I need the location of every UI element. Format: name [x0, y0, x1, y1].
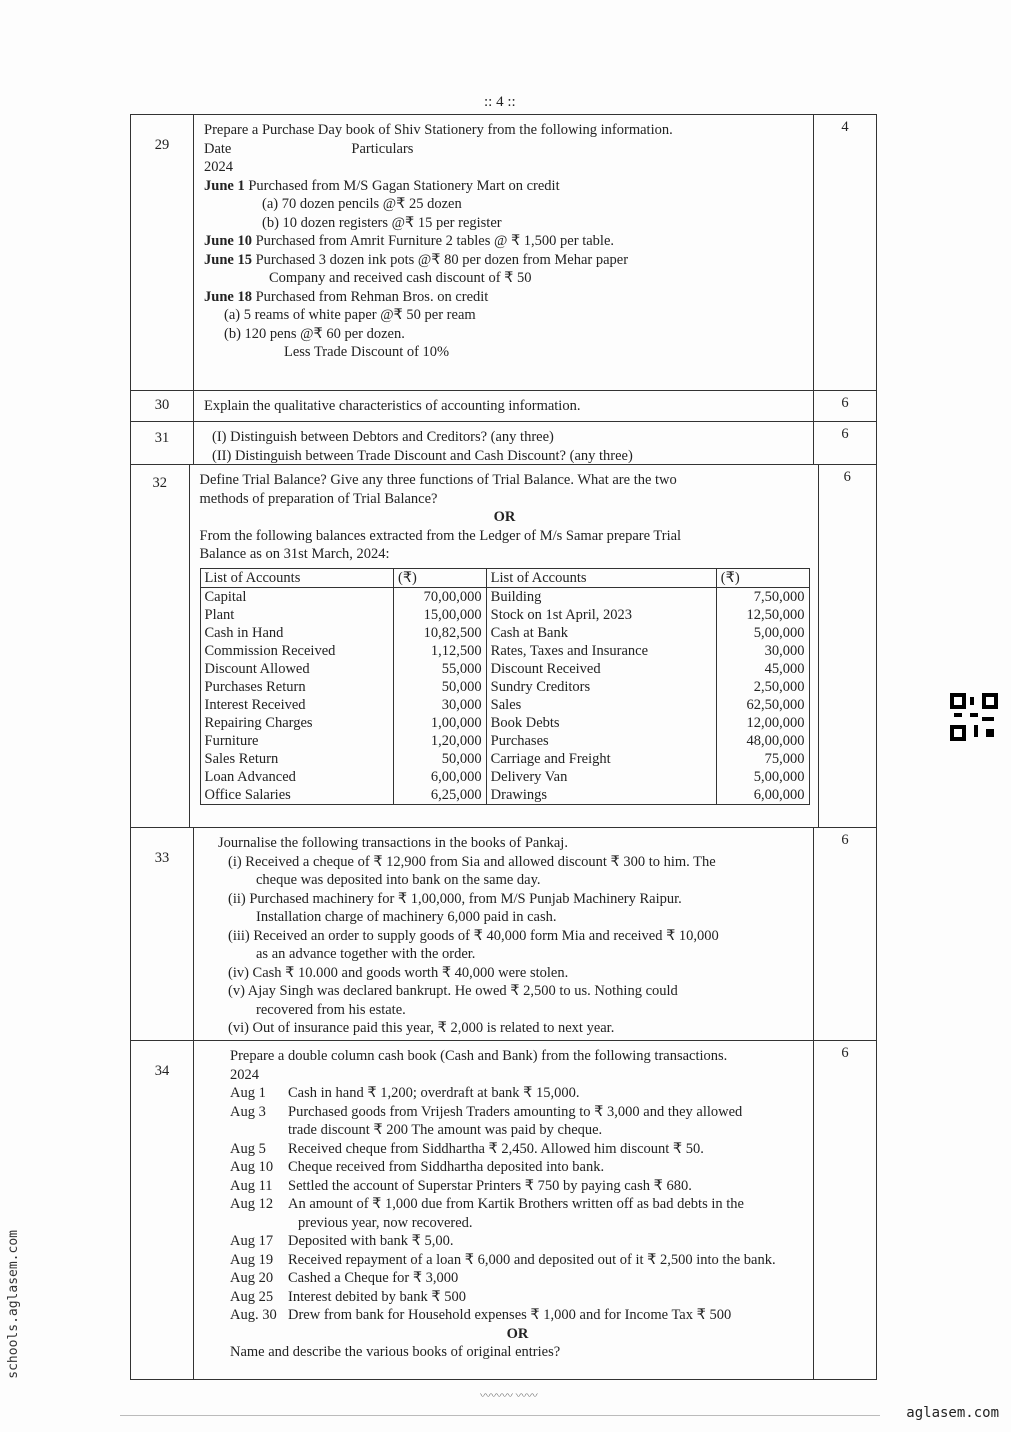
question-text: Explain the qualitative characteristics of accounting information. — [194, 391, 814, 421]
item-text: (b) 10 dozen registers @₹ 15 per register — [262, 214, 502, 231]
account-cell: Purchases — [486, 732, 716, 750]
date: Aug 11 — [230, 1177, 273, 1194]
question-text: Define Trial Balance? Give any three functions of Trial Balance. What are the two — [199, 472, 677, 488]
transaction-line — [230, 1140, 805, 1159]
question-number: 32 — [131, 465, 190, 827]
purchase-line — [204, 195, 805, 214]
transaction-text: trade discount ₹ 200 The amount was paid by cheque. — [288, 1122, 603, 1138]
transaction-line: (iii) Received an order to supply goods of ₹ 40,000 form Mia and received ₹ 10,000 — [228, 927, 719, 944]
amount-cell: 45,000 — [716, 660, 809, 678]
purchase-items — [204, 177, 805, 362]
question-text: Prepare a Purchase Day book of Shiv Stationery from the following information. — [204, 122, 673, 138]
item-text: (b) 120 pens @₹ 60 per dozen. — [224, 325, 405, 342]
question-29 — [131, 115, 876, 390]
amount-cell: 48,00,000 — [716, 732, 809, 750]
marks: 6 — [841, 395, 849, 411]
account-cell: Delivery Van — [486, 768, 716, 786]
transaction-text: Settled the account of Superstar Printers ₹ 750 by paying cash ₹ 680. — [288, 1177, 692, 1194]
account-cell: Commission Received — [200, 642, 394, 660]
question-table — [130, 114, 877, 1380]
item-text: Purchased from M/S Gagan Stationery Mart on credit — [248, 177, 560, 194]
transaction-text: Cheque received from Siddhartha deposited into bank. — [288, 1159, 605, 1175]
date: Aug 20 — [230, 1270, 274, 1286]
page-number: :: 4 :: — [484, 94, 516, 110]
transaction-text: Purchased goods from Vrijesh Traders amounting to ₹ 3,000 and they allowed — [288, 1103, 743, 1120]
date — [230, 1121, 288, 1140]
question-31 — [131, 421, 876, 464]
brand-watermark: aglasem.com — [906, 1405, 999, 1421]
column-header: List of Accounts — [486, 568, 716, 587]
transaction-text: Cash in hand ₹ 1,200; overdraft at bank ₹ 15,000. — [288, 1085, 580, 1101]
transaction-line: cheque was deposited into bank on the same day. — [256, 872, 541, 888]
question-number: 31 — [131, 422, 194, 464]
date — [230, 1214, 288, 1233]
date: June 15 — [204, 251, 252, 268]
table-row — [200, 660, 809, 678]
question-number: 30 — [131, 391, 194, 421]
item-text: Less Trade Discount of 10% — [284, 344, 450, 360]
purchase-line — [204, 325, 805, 344]
item-text: Purchased from Rehman Bros. on credit — [255, 288, 489, 305]
question-text: (II) Distinguish between Trade Discount and Cash Discount? (any three) — [212, 447, 633, 464]
transaction-line: as an advance together with the order. — [256, 946, 476, 962]
divider — [120, 1415, 880, 1416]
account-cell: Sales — [486, 696, 716, 714]
amount-cell: 5,00,000 — [716, 624, 809, 642]
question-text: methods of preparation of Trial Balance? — [199, 490, 438, 507]
transactions — [218, 853, 805, 1038]
table-row — [200, 696, 809, 714]
amount-cell: 6,00,000 — [394, 768, 487, 786]
marks: 4 — [841, 119, 849, 135]
year: 2024 — [204, 159, 233, 175]
account-cell: Sundry Creditors — [486, 678, 716, 696]
amount-cell: 70,00,000 — [394, 587, 487, 606]
marks: 6 — [841, 426, 849, 442]
marks: 6 — [841, 1045, 849, 1061]
account-cell: Building — [486, 587, 716, 606]
table-row — [200, 714, 809, 732]
date: Aug 1 — [230, 1085, 266, 1101]
item-text: Purchased 3 dozen ink pots @₹ 80 per dozen from Mehar paper — [255, 251, 629, 268]
question-text: (I) Distinguish between Debtors and Creditors? (any three) — [212, 429, 554, 445]
transaction-line — [230, 1103, 805, 1122]
account-cell: Drawings — [486, 786, 716, 805]
amount-cell: 10,82,500 — [394, 624, 487, 642]
table-row — [200, 750, 809, 768]
account-cell: Stock on 1st April, 2023 — [486, 606, 716, 624]
account-cell: Rates, Taxes and Insurance — [486, 642, 716, 660]
question-text: Prepare a double column cash book (Cash and Bank) from the following transactions. — [230, 1048, 728, 1064]
purchase-line — [204, 232, 805, 251]
question-text: Journalise the following transactions in the books of Pankaj. — [218, 835, 568, 851]
account-cell: Sales Return — [200, 750, 394, 768]
account-cell: Carriage and Freight — [486, 750, 716, 768]
purchase-line — [204, 269, 805, 288]
transaction-line: (ii) Purchased machinery for ₹ 1,00,000, from M/S Punjab Machinery Raipur. — [228, 890, 682, 907]
transaction-line: (i) Received a cheque of ₹ 12,900 from Sia and allowed discount ₹ 300 to him. The — [228, 853, 716, 870]
purchase-line — [204, 288, 805, 307]
item-text: Purchased from Amrit Furniture 2 tables @ ₹ 1,500 per table. — [255, 233, 614, 249]
account-cell: Discount Received — [486, 660, 716, 678]
date: Aug 12 — [230, 1196, 274, 1212]
account-cell: Interest Received — [200, 696, 394, 714]
amount-cell: 62,50,000 — [716, 696, 809, 714]
purchase-line — [204, 177, 805, 196]
qr-code-icon — [950, 693, 998, 741]
question-32 — [131, 464, 876, 827]
marks: 6 — [843, 469, 851, 485]
particulars-label: Particulars — [351, 140, 414, 157]
question-34 — [131, 1040, 876, 1379]
table-row — [200, 587, 809, 606]
amount-cell: 12,00,000 — [716, 714, 809, 732]
question-30 — [131, 390, 876, 421]
transaction-text: Interest debited by bank ₹ 500 — [288, 1288, 466, 1305]
amount-cell: 7,50,000 — [716, 587, 809, 606]
date: Aug 19 — [230, 1251, 274, 1268]
question-number: 33 — [131, 828, 194, 1040]
amount-cell: 2,50,000 — [716, 678, 809, 696]
transaction-line — [230, 1251, 805, 1270]
transaction-line: Installation charge of machinery 6,000 paid in cash. — [256, 909, 557, 925]
question-number: 29 — [131, 115, 194, 390]
question-text: Name and describe the various books of original entries? — [230, 1344, 561, 1360]
account-cell: Capital — [200, 587, 394, 606]
transaction-line — [230, 1214, 805, 1233]
date: Aug 10 — [230, 1159, 274, 1175]
item-text: (a) 5 reams of white paper @₹ 50 per ream — [224, 307, 476, 323]
transaction-line: (v) Ajay Singh was declared bankrupt. He owed ₹ 2,500 to us. Nothing could — [228, 983, 678, 999]
amount-cell: 6,00,000 — [716, 786, 809, 805]
amount-cell: 30,000 — [394, 696, 487, 714]
date-header — [204, 140, 805, 159]
transaction-text: Received repayment of a loan ₹ 6,000 and deposited out of it ₹ 2,500 into the bank. — [288, 1251, 776, 1268]
transaction-text: Deposited with bank ₹ 5,00. — [288, 1233, 454, 1249]
amount-cell: 15,00,000 — [394, 606, 487, 624]
amount-cell: 55,000 — [394, 660, 487, 678]
purchase-line — [204, 214, 805, 233]
account-cell: Book Debts — [486, 714, 716, 732]
or-label: OR — [506, 1325, 529, 1342]
year: 2024 — [230, 1066, 259, 1083]
account-cell: Repairing Charges — [200, 714, 394, 732]
purchase-line — [204, 251, 805, 270]
question-text: From the following balances extracted from the Ledger of M/s Samar prepare Trial — [199, 527, 682, 544]
amount-cell: 1,20,000 — [394, 732, 487, 750]
table-row — [200, 786, 809, 805]
amount-cell: 50,000 — [394, 678, 487, 696]
amount-cell: 5,00,000 — [716, 768, 809, 786]
date: Aug 3 — [230, 1103, 266, 1120]
account-cell: Furniture — [200, 732, 394, 750]
transaction-line: (iv) Cash ₹ 10.000 and goods worth ₹ 40,000 were stolen. — [228, 964, 569, 981]
transaction-line — [230, 1084, 805, 1103]
column-header: (₹) — [394, 568, 487, 587]
amount-cell: 1,00,000 — [394, 714, 487, 732]
transaction-text: An amount of ₹ 1,000 due from Kartik Brothers written off as bad debts in the — [288, 1196, 744, 1212]
transactions — [230, 1084, 805, 1325]
amount-cell: 30,000 — [716, 642, 809, 660]
transaction-text: previous year, now recovered. — [298, 1214, 473, 1231]
transaction-line — [230, 1288, 805, 1307]
date-label: Date — [204, 140, 232, 157]
transaction-line — [230, 1306, 805, 1325]
transaction-line — [230, 1158, 805, 1177]
amount-cell: 6,25,000 — [394, 786, 487, 805]
date: June 1 — [204, 177, 245, 194]
date: Aug. 30 — [230, 1307, 277, 1323]
account-cell: Office Salaries — [200, 786, 394, 805]
column-header: List of Accounts — [200, 568, 394, 587]
table-row — [200, 606, 809, 624]
footer-code-squiggle: 〰〰〰 〰〰 — [480, 1390, 538, 1402]
column-header: (₹) — [716, 568, 809, 587]
table-row — [200, 624, 809, 642]
account-cell: Loan Advanced — [200, 768, 394, 786]
item-text: (a) 70 dozen pencils @₹ 25 dozen — [262, 196, 462, 212]
date: Aug 25 — [230, 1288, 274, 1305]
purchase-line — [204, 343, 805, 362]
amount-cell: 50,000 — [394, 750, 487, 768]
transaction-text: Drew from bank for Household expenses ₹ 1,000 and for Income Tax ₹ 500 — [288, 1307, 732, 1323]
transaction-text: Received cheque from Siddhartha ₹ 2,450. Allowed him discount ₹ 50. — [288, 1140, 704, 1157]
table-row — [200, 642, 809, 660]
trial-balance-table — [200, 568, 810, 805]
transaction-line: (vi) Out of insurance paid this year, ₹ 2,000 is related to next year. — [228, 1020, 615, 1036]
transaction-line — [230, 1195, 805, 1214]
or-label: OR — [493, 509, 516, 525]
table-row — [200, 768, 809, 786]
amount-cell: 1,12,500 — [394, 642, 487, 660]
question-text: Balance as on 31st March, 2024: — [199, 546, 390, 562]
question-number: 34 — [131, 1041, 194, 1379]
purchase-line — [204, 306, 805, 325]
amount-cell: 75,000 — [716, 750, 809, 768]
transaction-line — [230, 1232, 805, 1251]
question-33 — [131, 827, 876, 1040]
table-row — [200, 732, 809, 750]
table-row — [200, 678, 809, 696]
transaction-line — [230, 1269, 805, 1288]
item-text: Company and received cash discount of ₹ 50 — [269, 270, 532, 286]
marks: 6 — [841, 832, 849, 848]
transaction-text: Cashed a Cheque for ₹ 3,000 — [288, 1270, 459, 1286]
transaction-line — [230, 1121, 805, 1140]
account-cell: Cash in Hand — [200, 624, 394, 642]
account-cell: Discount Allowed — [200, 660, 394, 678]
amount-cell: 12,50,000 — [716, 606, 809, 624]
account-cell: Purchases Return — [200, 678, 394, 696]
account-cell: Cash at Bank — [486, 624, 716, 642]
account-cell: Plant — [200, 606, 394, 624]
date: June 10 — [204, 233, 252, 249]
transaction-line — [230, 1177, 805, 1196]
date: Aug 17 — [230, 1233, 274, 1249]
transaction-line: recovered from his estate. — [256, 1001, 406, 1018]
date: Aug 5 — [230, 1140, 266, 1157]
date: June 18 — [204, 288, 252, 305]
side-watermark: schools.aglasem.com — [6, 1230, 21, 1379]
